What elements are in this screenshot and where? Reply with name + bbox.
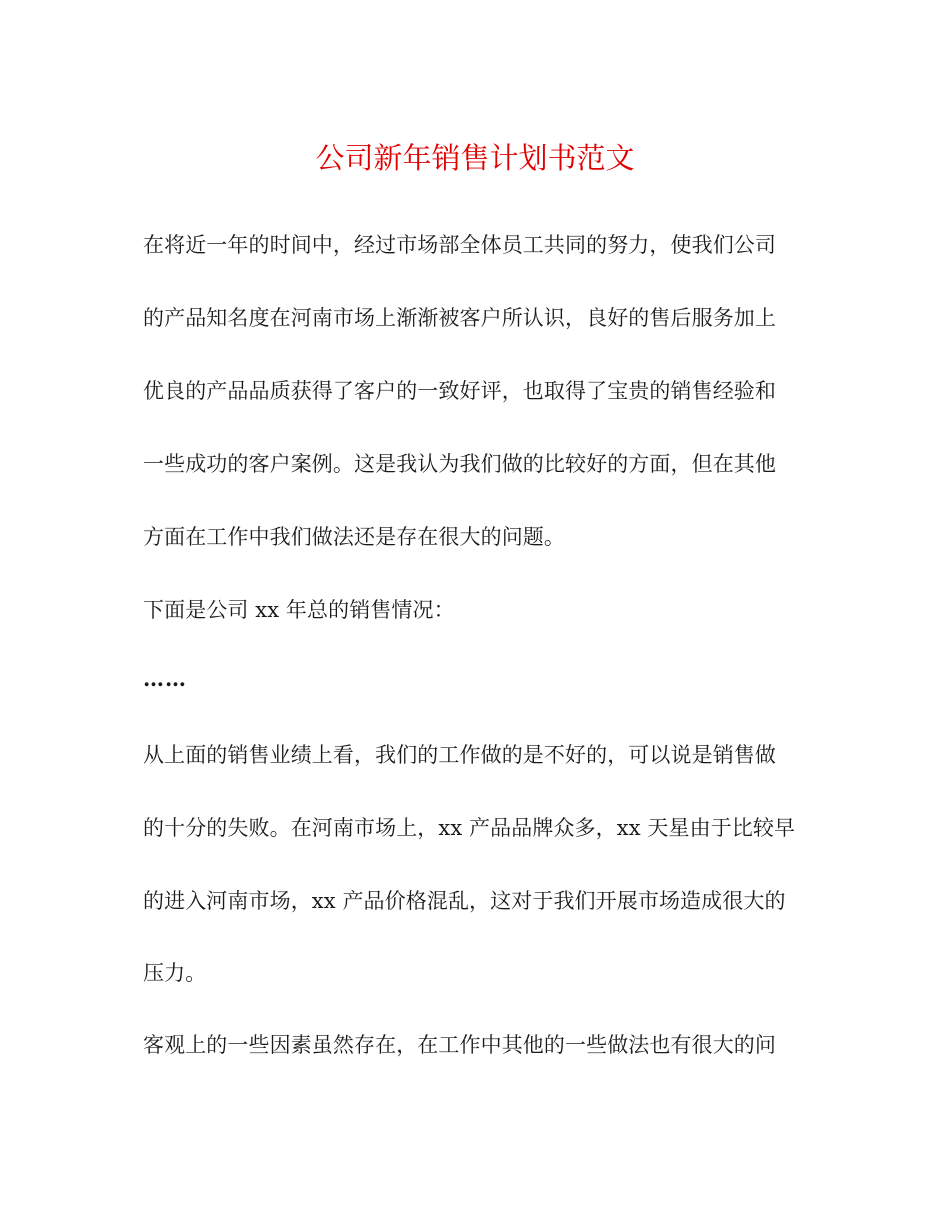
ellipsis-line: …… xyxy=(143,666,187,691)
body-line-4: 一些成功的客户案例。这是我认为我们做的比较好的方面，但在其他 xyxy=(143,452,776,476)
body-line-6: 下面是公司 xx 年总的销售情况： xyxy=(143,598,455,622)
body-line-1: 在将近一年的时间中，经过市场部全体员工共同的努力，使我们公司 xyxy=(143,233,776,257)
body-line-5: 方面在工作中我们做法还是存在很大的问题。 xyxy=(143,525,565,549)
body-line-2: 的产品知名度在河南市场上渐渐被客户所认识，良好的售后服务加上 xyxy=(143,306,776,330)
document-title: 公司新年销售计划书范文 xyxy=(315,141,635,175)
body-line-9: 的十分的失败。在河南市场上，xx 产品品牌众多，xx 天星由于比较早 xyxy=(143,816,796,840)
body-line-8: 从上面的销售业绩上看，我们的工作做的是不好的，可以说是销售做 xyxy=(143,743,776,767)
body-line-10: 的进入河南市场，xx 产品价格混乱，这对于我们开展市场造成很大的 xyxy=(143,889,786,913)
body-line-3: 优良的产品品质获得了客户的一致好评，也取得了宝贵的销售经验和 xyxy=(143,379,776,403)
body-line-11: 压力。 xyxy=(143,961,207,985)
body-line-12: 客观上的一些因素虽然存在，在工作中其他的一些做法也有很大的问 xyxy=(143,1033,776,1057)
